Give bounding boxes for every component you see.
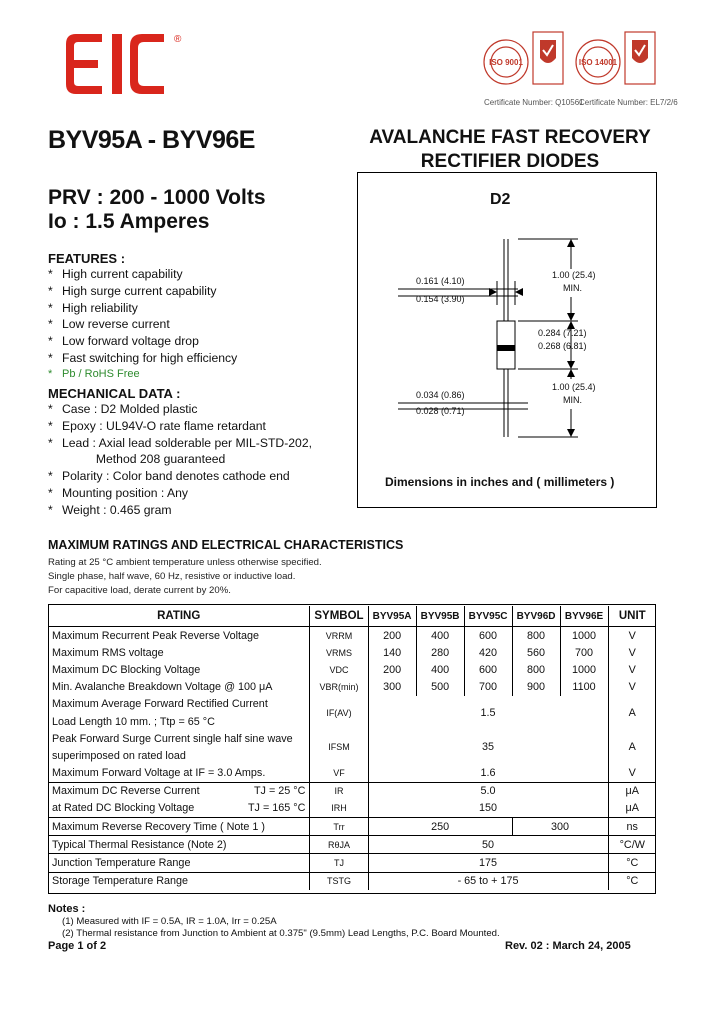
prv-spec: PRV : 200 - 1000 Volts	[48, 186, 266, 209]
list-item: * Case : D2 Molded plastic	[48, 402, 198, 416]
dim-lead-length-bottom-min: MIN.	[563, 395, 582, 405]
dim-lead-length-top-min: MIN.	[563, 283, 582, 293]
table-row: superimposed on rated load	[52, 749, 186, 762]
table-row: at Rated DC Blocking Voltage TJ = 165 °C IRH 150 μA	[48, 800, 656, 818]
package-label: D2	[490, 191, 511, 208]
list-item: * Fast switching for high efficiency	[48, 350, 238, 365]
page-number: Page 1 of 2	[48, 940, 107, 952]
revision-date: Rev. 02 : March 24, 2005	[505, 940, 631, 952]
dim-lead-dia-min: 0.028 (0.71)	[416, 406, 465, 416]
header-byv95c: BYV95C	[464, 606, 512, 627]
table-row: Maximum RMS voltage VRMS 140 280 420 560 700 V	[48, 644, 656, 661]
device-type-line-1: AVALANCHE FAST RECOVERY	[369, 127, 651, 148]
header-symbol: SYMBOL	[310, 606, 368, 627]
dim-lead-length-top: 1.00 (25.4)	[552, 270, 596, 280]
dim-lead-length-bottom: 1.00 (25.4)	[552, 382, 596, 392]
rating-condition: Rating at 25 °C ambient temperature unless otherwise specified.	[48, 557, 322, 568]
package-drawing-box	[357, 172, 657, 508]
table-row: Min. Avalanche Breakdown Voltage @ 100 μA VBR(min) 300 500 700 900 1100 V	[48, 679, 656, 696]
company-logo	[62, 30, 186, 100]
footnote-2: (2) Thermal resistance from Junction to Ambient at 0.375" (9.5mm) Lead Lengths, P.C. Board Mounted.	[62, 928, 500, 939]
list-item: * Low reverse current	[48, 317, 170, 332]
table-row: Maximum DC Reverse Current TJ = 25 °C IR 5.0 μA	[48, 782, 656, 800]
notes-title: Notes :	[48, 903, 86, 915]
certification-badges	[478, 24, 678, 114]
list-item: * Polarity : Color band denotes cathode end	[48, 469, 290, 484]
list-item: * Mounting position : Any	[48, 485, 189, 500]
rating-condition: For capacitive load, derate current by 20%.	[48, 585, 231, 596]
rohs-item: * Pb / RoHS Free	[48, 367, 140, 380]
iso-9001-text: ISO 9001	[489, 58, 523, 67]
list-item: * Lead : Axial lead solderable per MIL-STD-202,	[48, 435, 312, 450]
rating-condition: Single phase, half wave, 60 Hz, resistive or inductive load.	[48, 571, 296, 582]
header-byv96e: BYV96E	[560, 606, 608, 627]
table-row: Maximum Reverse Recovery Time ( Note 1 ) Trr 250 300 ns	[48, 818, 656, 836]
dimension-caption: Dimensions in inches and ( millimeters )	[385, 475, 615, 489]
header-byv95b: BYV95B	[416, 606, 464, 627]
features-title: FEATURES :	[48, 251, 126, 266]
io-spec: Io : 1.5 Amperes	[48, 210, 210, 233]
table-row: Load Length 10 mm. ; Ttp = 65 °C	[52, 715, 215, 728]
mechanical-list	[48, 401, 312, 519]
dim-body-length-min: 0.268 (6.81)	[538, 341, 587, 351]
features-list	[48, 266, 237, 381]
header-byv96d: BYV96D	[512, 606, 560, 627]
header-byv95a: BYV95A	[368, 606, 416, 627]
ratings-table	[48, 606, 656, 890]
part-number-title: BYV95A - BYV96E	[48, 126, 255, 154]
table-row: Typical Thermal Resistance (Note 2) RθJA 50 °C/W	[48, 836, 656, 854]
list-item: * Weight : 0.465 gram	[48, 502, 172, 517]
device-type-title	[360, 126, 660, 174]
dim-lead-dia-max: 0.034 (0.86)	[416, 390, 465, 400]
dim-body-length-max: 0.284 (7.21)	[538, 328, 587, 338]
mechanical-title: MECHANICAL DATA :	[48, 386, 181, 401]
device-type-line-2: RECTIFIER DIODES	[420, 151, 600, 172]
table-row: Maximum DC Blocking Voltage VDC 200 400 600 800 1000 V	[48, 661, 656, 678]
diode-outline-drawing	[358, 173, 656, 507]
list-item: * High surge current capability	[48, 283, 217, 298]
list-item: * High current capability	[48, 267, 183, 281]
list-item: * High reliability	[48, 300, 138, 315]
ratings-title: MAXIMUM RATINGS AND ELECTRICAL CHARACTERISTICS	[48, 538, 404, 552]
header-unit: UNIT	[608, 606, 656, 627]
header-rating: RATING	[48, 606, 310, 627]
table-header-row	[48, 606, 656, 627]
dim-body-dia-max: 0.161 (4.10)	[416, 276, 465, 286]
list-item: Method 208 guaranteed	[62, 452, 226, 467]
dim-body-dia-min: 0.154 (3.90)	[416, 294, 465, 304]
list-item: * Low forward voltage drop	[48, 334, 199, 349]
cert-right-caption: Certificate Number: EL7/2/6	[579, 98, 678, 107]
list-item: * Epoxy : UL94V-O rate flame retardant	[48, 418, 266, 433]
table-row: Peak Forward Surge Current single half sine wave IFSM 35 A	[48, 730, 656, 747]
footnote-1: (1) Measured with IF = 0.5A, IR = 1.0A, Irr = 0.25A	[62, 916, 277, 927]
iso-badges-graphic	[478, 24, 668, 98]
cert-left-caption: Certificate Number: Q10561	[484, 98, 584, 107]
table-row: Junction Temperature Range TJ 175 °C	[48, 854, 656, 872]
table-row: Maximum Average Forward Rectified Current IF(AV) 1.5 A	[48, 696, 656, 713]
table-row: Storage Temperature Range TSTG - 65 to + 175 °C	[48, 872, 656, 890]
iso-14001-text: ISO 14001	[578, 58, 618, 67]
table-row: Maximum Forward Voltage at IF = 3.0 Amps. VF 1.6 V	[48, 765, 656, 783]
registered-mark: ®	[174, 34, 182, 45]
table-row: Maximum Recurrent Peak Reverse Voltage VRRM 200 400 600 800 1000 V	[48, 627, 656, 645]
